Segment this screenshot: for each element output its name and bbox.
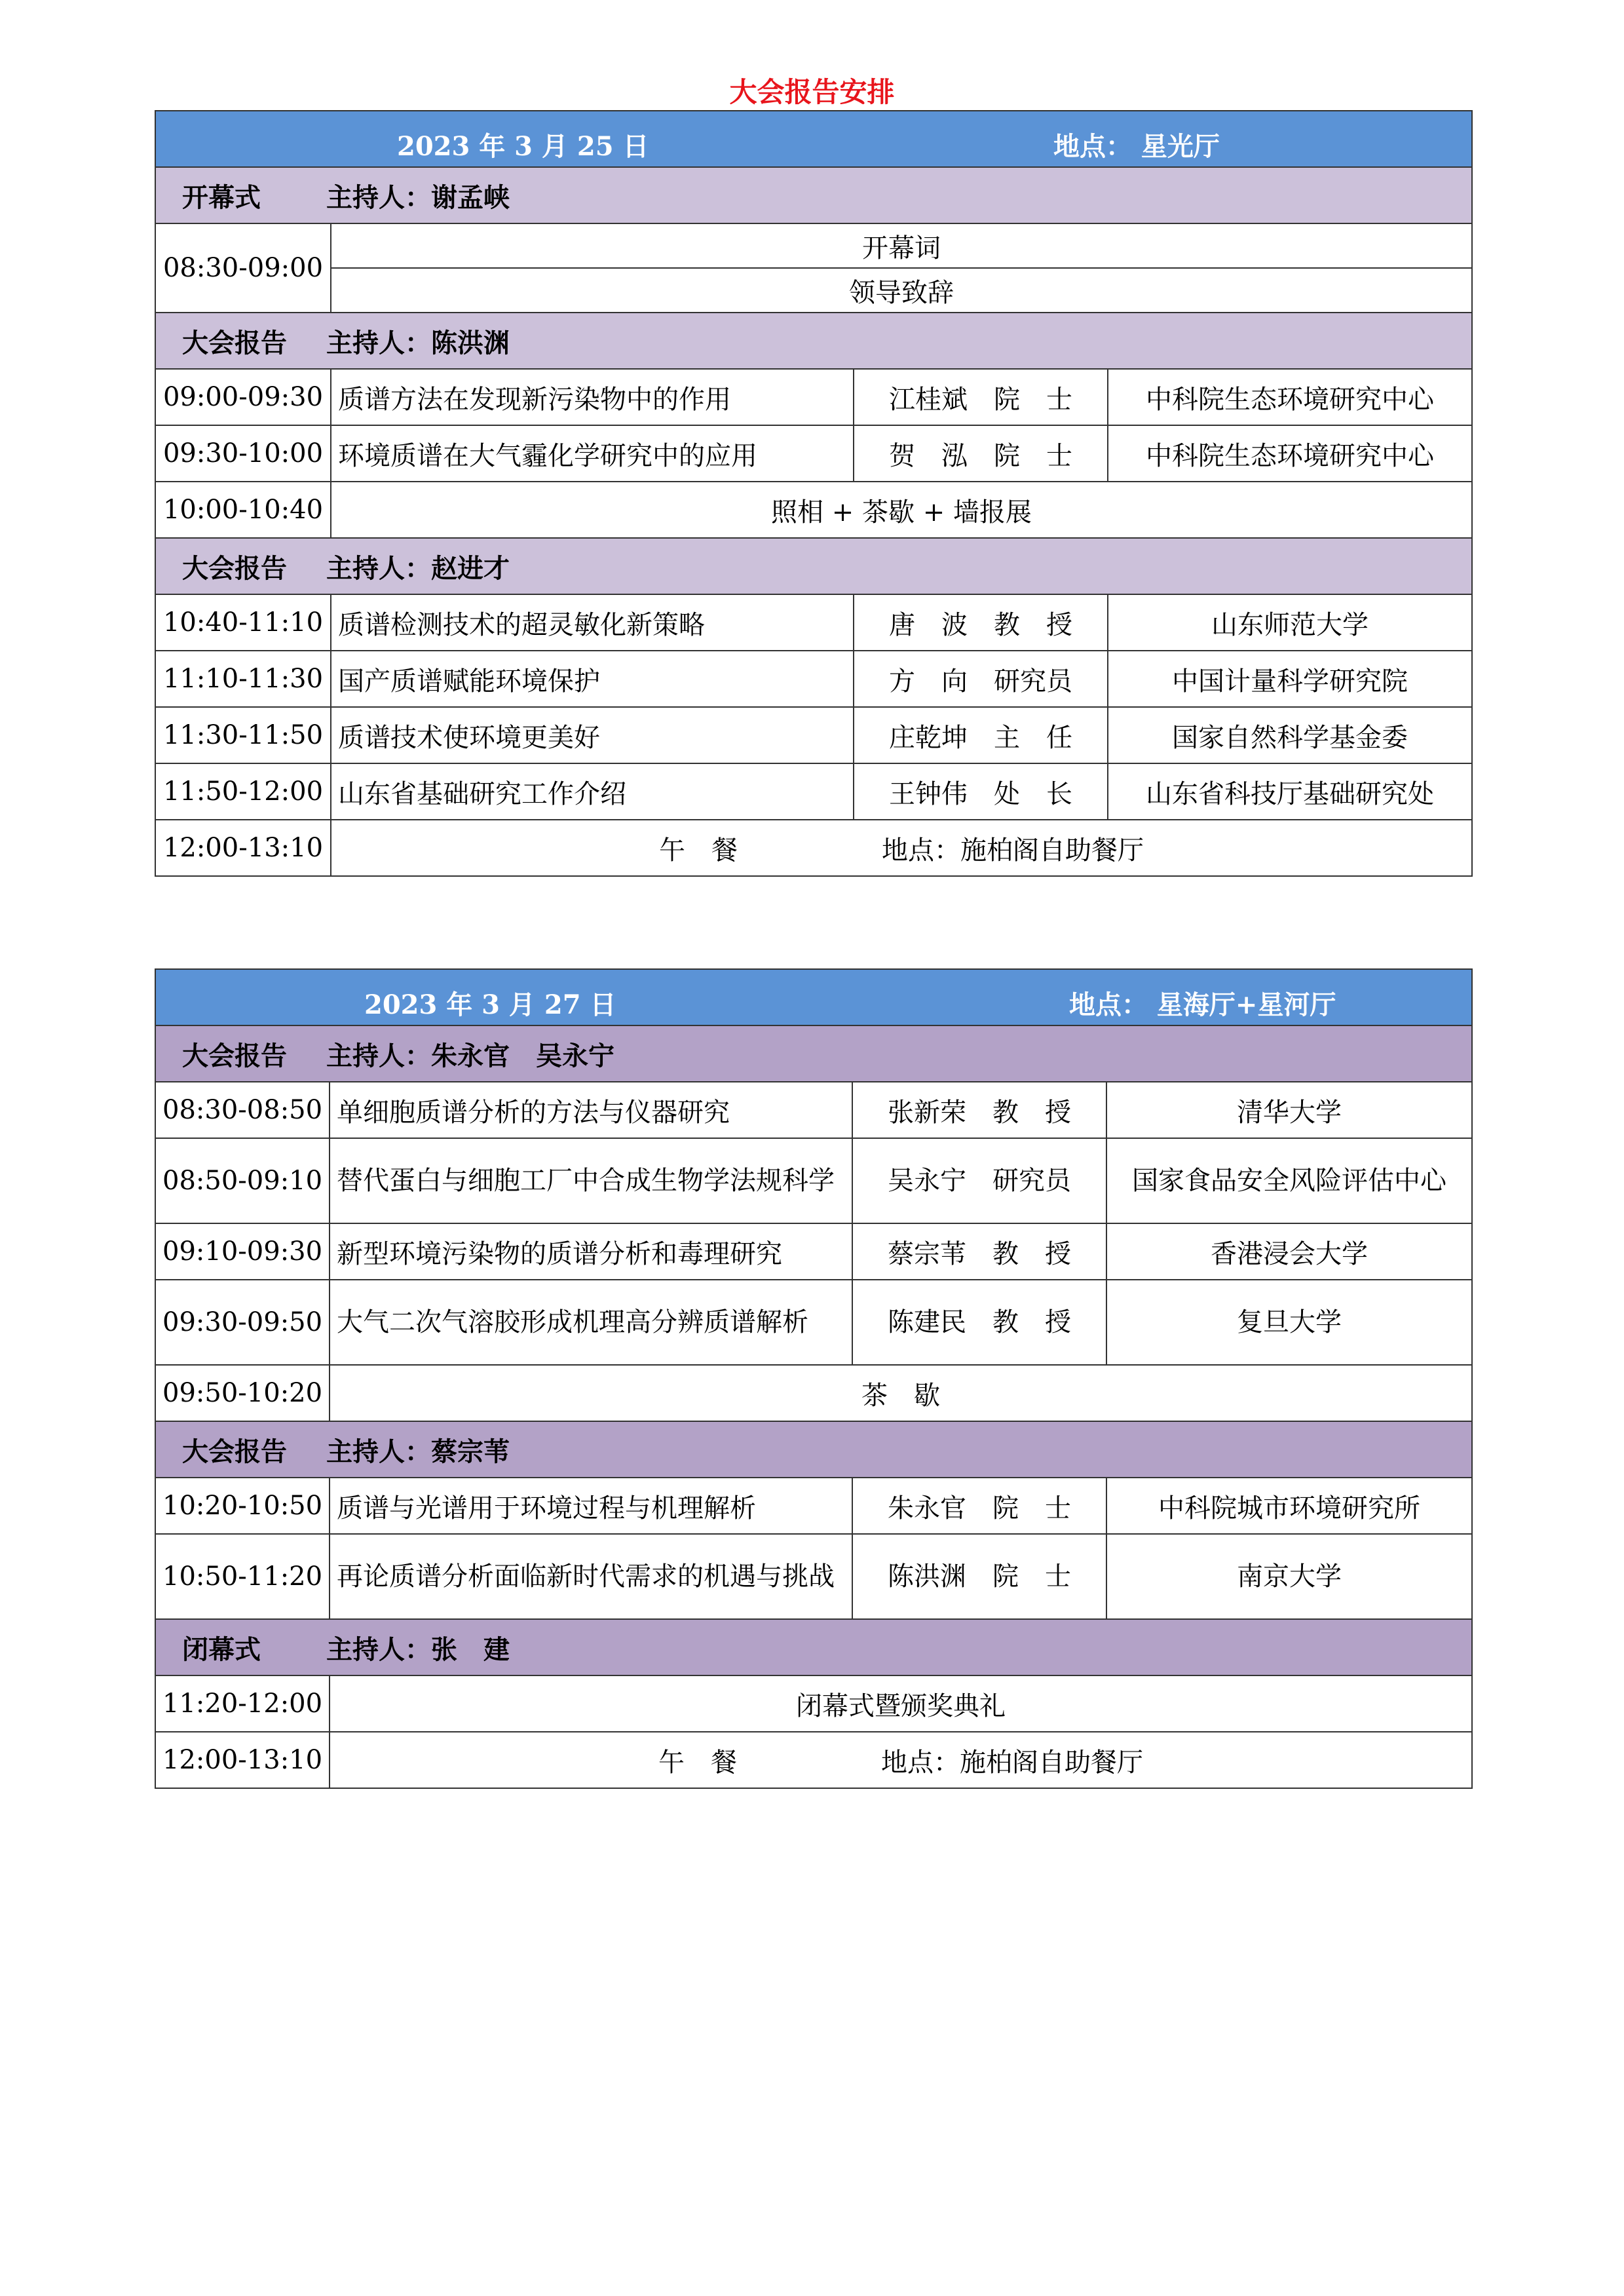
day2-schedule-table xyxy=(155,968,1473,1789)
day1-header-row xyxy=(155,111,1472,167)
time-cell: 10:20-10:50 xyxy=(155,1478,330,1534)
table-row xyxy=(155,1478,1472,1534)
speaker-cell: 陈建民 教 授 xyxy=(852,1280,1106,1365)
lunch-place: 地点：施柏阁自助餐厅 xyxy=(882,835,1144,866)
org-cell: 中科院生态环境研究中心 xyxy=(1108,369,1472,425)
day2-session2-section xyxy=(155,1421,1472,1478)
lunch-cell xyxy=(331,820,1472,876)
table-row xyxy=(155,594,1472,651)
time-cell: 09:10-09:30 xyxy=(155,1223,330,1280)
speaker-cell: 唐 波 教 授 xyxy=(854,594,1108,651)
table-row xyxy=(155,268,1472,313)
table-row xyxy=(155,1732,1472,1788)
time-cell: 10:50-11:20 xyxy=(155,1534,330,1619)
section-label: 大会报告 xyxy=(182,553,287,584)
table-row xyxy=(155,820,1472,876)
time-cell: 11:30-11:50 xyxy=(155,707,331,763)
org-cell: 中科院城市环境研究所 xyxy=(1106,1478,1472,1534)
section-label: 闭幕式 xyxy=(182,1634,261,1665)
section-host: 主持人：蔡宗苇 xyxy=(326,1436,510,1467)
org-cell: 国家自然科学基金委 xyxy=(1108,707,1472,763)
talk-title: 环境质谱在大气霾化学研究中的应用 xyxy=(331,425,854,482)
org-cell: 中科院生态环境研究中心 xyxy=(1108,425,1472,482)
talk-title: 单细胞质谱分析的方法与仪器研究 xyxy=(330,1082,852,1138)
table-row xyxy=(155,1534,1472,1619)
lunch-place: 地点：施柏阁自助餐厅 xyxy=(881,1747,1143,1778)
table-row xyxy=(155,763,1472,820)
talk-title: 山东省基础研究工作介绍 xyxy=(331,763,854,820)
table-row xyxy=(155,1280,1472,1365)
speaker-cell: 王钟伟 处 长 xyxy=(854,763,1108,820)
table-row xyxy=(155,482,1472,538)
time-cell: 08:30-08:50 xyxy=(155,1082,330,1138)
speaker-cell: 贺 泓 院 士 xyxy=(854,425,1108,482)
lunch-label: 午 餐 xyxy=(659,835,738,866)
time-cell: 08:30-09:00 xyxy=(155,223,331,313)
day2-date: 2023 年 3 月 27 日 xyxy=(364,989,616,1020)
day1-session2-section xyxy=(155,538,1472,594)
section-label: 大会报告 xyxy=(182,328,287,358)
day1-schedule-table xyxy=(155,110,1473,877)
talk-title: 质谱检测技术的超灵敏化新策略 xyxy=(331,594,854,651)
page-title: 大会报告安排 xyxy=(729,76,895,108)
talk-title: 替代蛋白与细胞工厂中合成生物学法规科学 xyxy=(330,1138,852,1223)
talk-title: 再论质谱分析面临新时代需求的机遇与挑战 xyxy=(330,1534,852,1619)
talk-title: 国产质谱赋能环境保护 xyxy=(331,651,854,707)
speaker-cell: 陈洪渊 院 士 xyxy=(852,1534,1106,1619)
talk-title: 大气二次气溶胶形成机理高分辨质谱解析 xyxy=(330,1280,852,1365)
agenda-item: 开幕词 xyxy=(331,223,1472,268)
talk-title: 质谱方法在发现新污染物中的作用 xyxy=(331,369,854,425)
day2-closing-section xyxy=(155,1619,1472,1675)
section-host: 主持人：赵进才 xyxy=(326,553,510,584)
table-row xyxy=(155,1223,1472,1280)
table-row xyxy=(155,1675,1472,1732)
speaker-cell: 蔡宗苇 教 授 xyxy=(852,1223,1106,1280)
lunch-cell xyxy=(330,1732,1472,1788)
speaker-cell: 朱永官 院 士 xyxy=(852,1478,1106,1534)
section-label: 开幕式 xyxy=(182,182,261,213)
org-cell: 清华大学 xyxy=(1106,1082,1472,1138)
speaker-cell: 方 向 研究员 xyxy=(854,651,1108,707)
section-host: 主持人：陈洪渊 xyxy=(326,328,510,358)
talk-title: 质谱技术使环境更美好 xyxy=(331,707,854,763)
speaker-cell: 江桂斌 院 士 xyxy=(854,369,1108,425)
break-cell: 照相 + 茶歇 + 墙报展 xyxy=(331,482,1472,538)
day1-date: 2023 年 3 月 25 日 xyxy=(397,131,649,162)
time-cell: 11:10-11:30 xyxy=(155,651,331,707)
section-host: 主持人：张 建 xyxy=(326,1634,510,1665)
org-cell: 山东省科技厅基础研究处 xyxy=(1108,763,1472,820)
day2-session1-section xyxy=(155,1025,1472,1082)
table-row xyxy=(155,223,1472,268)
day1-location: 地点： 星光厅 xyxy=(1053,131,1220,162)
speaker-cell: 张新荣 教 授 xyxy=(852,1082,1106,1138)
table-row xyxy=(155,369,1472,425)
day1-opening-section xyxy=(155,167,1472,223)
day1-session1-section xyxy=(155,313,1472,369)
table-row xyxy=(155,651,1472,707)
time-cell: 12:00-13:10 xyxy=(155,1732,330,1788)
time-cell: 09:30-09:50 xyxy=(155,1280,330,1365)
time-cell: 09:50-10:20 xyxy=(155,1365,330,1421)
day2-header-row xyxy=(155,969,1472,1025)
day2-location: 地点： 星海厅+星河厅 xyxy=(1069,989,1336,1020)
org-cell: 山东师范大学 xyxy=(1108,594,1472,651)
closing-ceremony-cell: 闭幕式暨颁奖典礼 xyxy=(330,1675,1472,1732)
section-label: 大会报告 xyxy=(182,1436,287,1467)
speaker-cell: 庄乾坤 主 任 xyxy=(854,707,1108,763)
time-cell: 12:00-13:10 xyxy=(155,820,331,876)
org-cell: 中国计量科学研究院 xyxy=(1108,651,1472,707)
org-cell: 香港浸会大学 xyxy=(1106,1223,1472,1280)
table-row xyxy=(155,707,1472,763)
table-row xyxy=(155,425,1472,482)
time-cell: 09:00-09:30 xyxy=(155,369,331,425)
time-cell: 10:40-11:10 xyxy=(155,594,331,651)
lunch-label: 午 餐 xyxy=(658,1747,737,1778)
org-cell: 国家食品安全风险评估中心 xyxy=(1106,1138,1472,1223)
agenda-item: 领导致辞 xyxy=(331,268,1472,313)
section-host: 主持人：朱永官 吴永宁 xyxy=(326,1041,614,1071)
time-cell: 11:20-12:00 xyxy=(155,1675,330,1732)
section-host: 主持人：谢孟峡 xyxy=(326,182,510,213)
time-cell: 10:00-10:40 xyxy=(155,482,331,538)
time-cell: 11:50-12:00 xyxy=(155,763,331,820)
table-row xyxy=(155,1138,1472,1223)
org-cell: 南京大学 xyxy=(1106,1534,1472,1619)
section-label: 大会报告 xyxy=(182,1041,287,1071)
speaker-cell: 吴永宁 研究员 xyxy=(852,1138,1106,1223)
talk-title: 新型环境污染物的质谱分析和毒理研究 xyxy=(330,1223,852,1280)
org-cell: 复旦大学 xyxy=(1106,1280,1472,1365)
table-row xyxy=(155,1082,1472,1138)
break-cell: 茶 歇 xyxy=(330,1365,1472,1421)
time-cell: 09:30-10:00 xyxy=(155,425,331,482)
table-row xyxy=(155,1365,1472,1421)
talk-title: 质谱与光谱用于环境过程与机理解析 xyxy=(330,1478,852,1534)
time-cell: 08:50-09:10 xyxy=(155,1138,330,1223)
